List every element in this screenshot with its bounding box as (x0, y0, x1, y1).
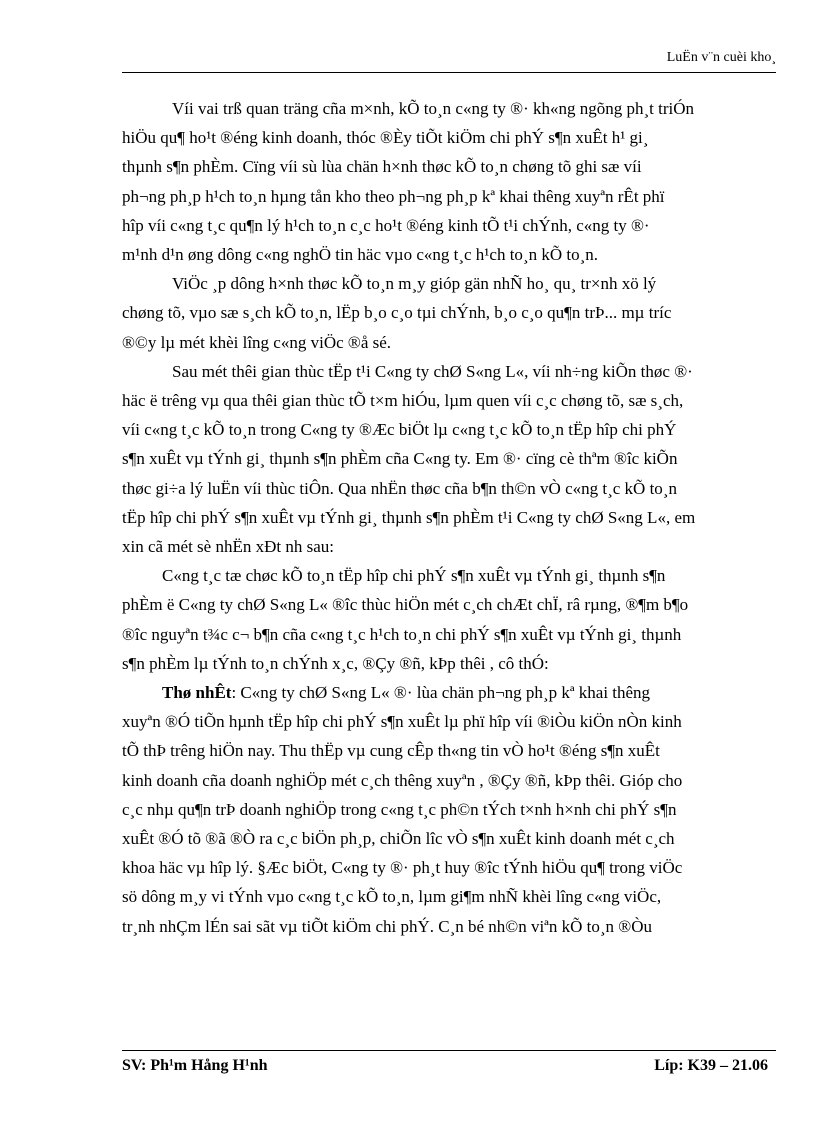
lead-term: Thø nhÊt (162, 683, 232, 703)
text-line: hîp víi c«ng t¸c qu¶n lý h¹ch to¸n c¸c ho¹t ®éng kinh tÕ t¹i chÝnh, c«ng ty ®· (122, 215, 650, 235)
text-line: s¶n xuÊt vµ tÝnh gi¸ thµnh s¶n phÈm cña C«ng ty. Em ®· cïng cè thªm ®îc kiÕn (122, 449, 678, 469)
text-line: phÈm ë C«ng ty chØ S«ng L« ®îc thùc hiÖn mét c¸ch chÆt chÏ, râ rµng, ®¶m b¶o (122, 595, 689, 615)
footer-class-code: Líp: K39 – 21.06 (654, 1057, 768, 1074)
footer-student-name: SV: Ph¹m Hång H¹nh (122, 1057, 268, 1074)
paragraph-3 (122, 357, 770, 561)
text-line: Víi vai trß quan träng cña m×nh, kÕ to¸n c«ng ty ®· kh«ng ngõng ph¸t triÓn (172, 99, 695, 118)
text-line: C«ng t¸c tæ chøc kÕ to¸n tËp hîp chi phÝ s¶n xuÊt vµ tÝnh gi¸ thµnh s¶n (162, 566, 666, 586)
paragraph-5 (122, 678, 770, 941)
text-line: xin cã mét sè nhËn xÐt nh sau: (122, 537, 334, 557)
text-line: hiÖu qu¶ ho¹t ®éng kinh doanh, thóc ®Èy tiÕt kiÖm chi phÝ s¶n xuÊt h¹ gi¸ (122, 128, 649, 148)
text-line: sö dông m¸y vi tÝnh vµo c«ng t¸c kÕ to¸n, lµm gi¶m nhÑ khèi lîng c«ng viÖc, (122, 887, 662, 907)
paragraph-2 (122, 269, 770, 357)
text-line: kinh doanh cña doanh nghiÖp mét c¸ch thêng xuyªn , ®Çy ®ñ, kÞp thêi. Gióp cho (122, 770, 683, 790)
text-line: tÕ thÞ trêng hiÖn nay. Thu thËp vµ cung cÊp th«ng tin vÒ ho¹t ®éng s¶n xuÊt (122, 741, 660, 761)
text-line: thøc gi÷a lý luËn víi thùc tiÔn. Qua nhËn thøc cña b¶n th©n vÒ c«ng t¸c kÕ to¸n (122, 478, 677, 498)
text-line: ViÖc ¸p dông h×nh thøc kÕ to¸n m¸y gióp gän nhÑ ho¸ qu¸ tr×nh xö lý (172, 274, 657, 294)
text-line: xuÊt ®Ó tõ ®ã ®Ò ra c¸c biÖn ph¸p, chiÕn lîc vÒ s¶n xuÊt kinh doanh mét c¸ch (122, 829, 675, 849)
text-line (122, 678, 770, 707)
text-line: tr¸nh nhÇm lÉn sai sãt vµ tiÕt kiÖm chi phÝ. C¸n bé nh©n viªn kÕ to¸n ®Òu (122, 916, 652, 936)
text-line: Sau mét thêi gian thùc tËp t¹i C«ng ty chØ S«ng L«, víi nh÷ng kiÕn thøc ®· (172, 361, 693, 381)
text-line: thµnh s¶n phÈm. Cïng víi sù lùa chän h×nh thøc kÕ to¸n chøng tõ ghi sæ víi (122, 157, 642, 177)
text-line: tËp hîp chi phÝ s¶n xuÊt vµ tÝnh gi¸ thµnh s¶n phÈm t¹i C«ng ty chØ S«ng L«, em (122, 507, 696, 527)
text-line: häc ë trêng vµ qua thêi gian thùc tÕ t×m hiÓu, lµm quen víi c¸c chøng tõ, sæ s¸ch, (122, 391, 684, 411)
footer-rule (122, 1050, 776, 1051)
text-line: m¹nh d¹n øng dông c«ng nghÖ tin häc vµo c«ng t¸c h¹ch to¸n kÕ to¸n. (122, 245, 598, 265)
paragraph-1 (122, 94, 770, 269)
body-text (122, 94, 770, 941)
text-line: xuyªn ®Ó tiÕn hµnh tËp hîp chi phÝ s¶n xuÊt lµ phï hîp víi ®iÒu kiÖn nÒn kinh (122, 712, 682, 732)
text-line: s¶n phÈm lµ tÝnh to¸n chÝnh x¸c, ®Çy ®ñ, kÞp thêi , cô thÓ: (122, 653, 549, 673)
text-line: khoa häc vµ hîp lý. §Æc biÖt, C«ng ty ®· ph¸t huy ®îc tÝnh hiÖu qu¶ trong viÖc (122, 858, 683, 878)
header-rule (122, 72, 776, 73)
text-run: : C«ng ty chØ S«ng L« ®· lùa chän ph¬ng ph¸p kª khai thêng (231, 683, 651, 703)
text-line: ph¬ng ph¸p h¹ch to¸n hµng tån kho theo ph¬ng ph¸p kª khai thêng xuyªn rÊt phï (122, 186, 665, 206)
text-line: c¸c nhµ qu¶n trÞ doanh nghiÖp trong c«ng t¸c ph©n tÝch t×nh h×nh chi phÝ s¶n (122, 799, 677, 819)
running-header: LuËn v¨n cuèi kho¸ (666, 50, 776, 65)
text-line: chøng tõ, vµo sæ s¸ch kÕ to¸n, lËp b¸o c¸o tµi chÝnh, b¸o c¸o qu¶n trÞ... mµ tríc (122, 303, 672, 323)
text-line: víi c«ng t¸c kÕ to¸n trong C«ng ty ®Æc biÖt lµ c«ng t¸c kÕ to¸n tËp hîp chi phÝ (122, 420, 677, 440)
text-line: ®îc nguyªn t¾c c¬ b¶n cña c«ng t¸c h¹ch to¸n chi phÝ s¶n xuÊt vµ tÝnh gi¸ thµnh (122, 624, 682, 644)
paragraph-4 (122, 561, 770, 678)
text-line: ®©y lµ mét khèi lîng c«ng viÖc ®å sé. (122, 332, 392, 352)
